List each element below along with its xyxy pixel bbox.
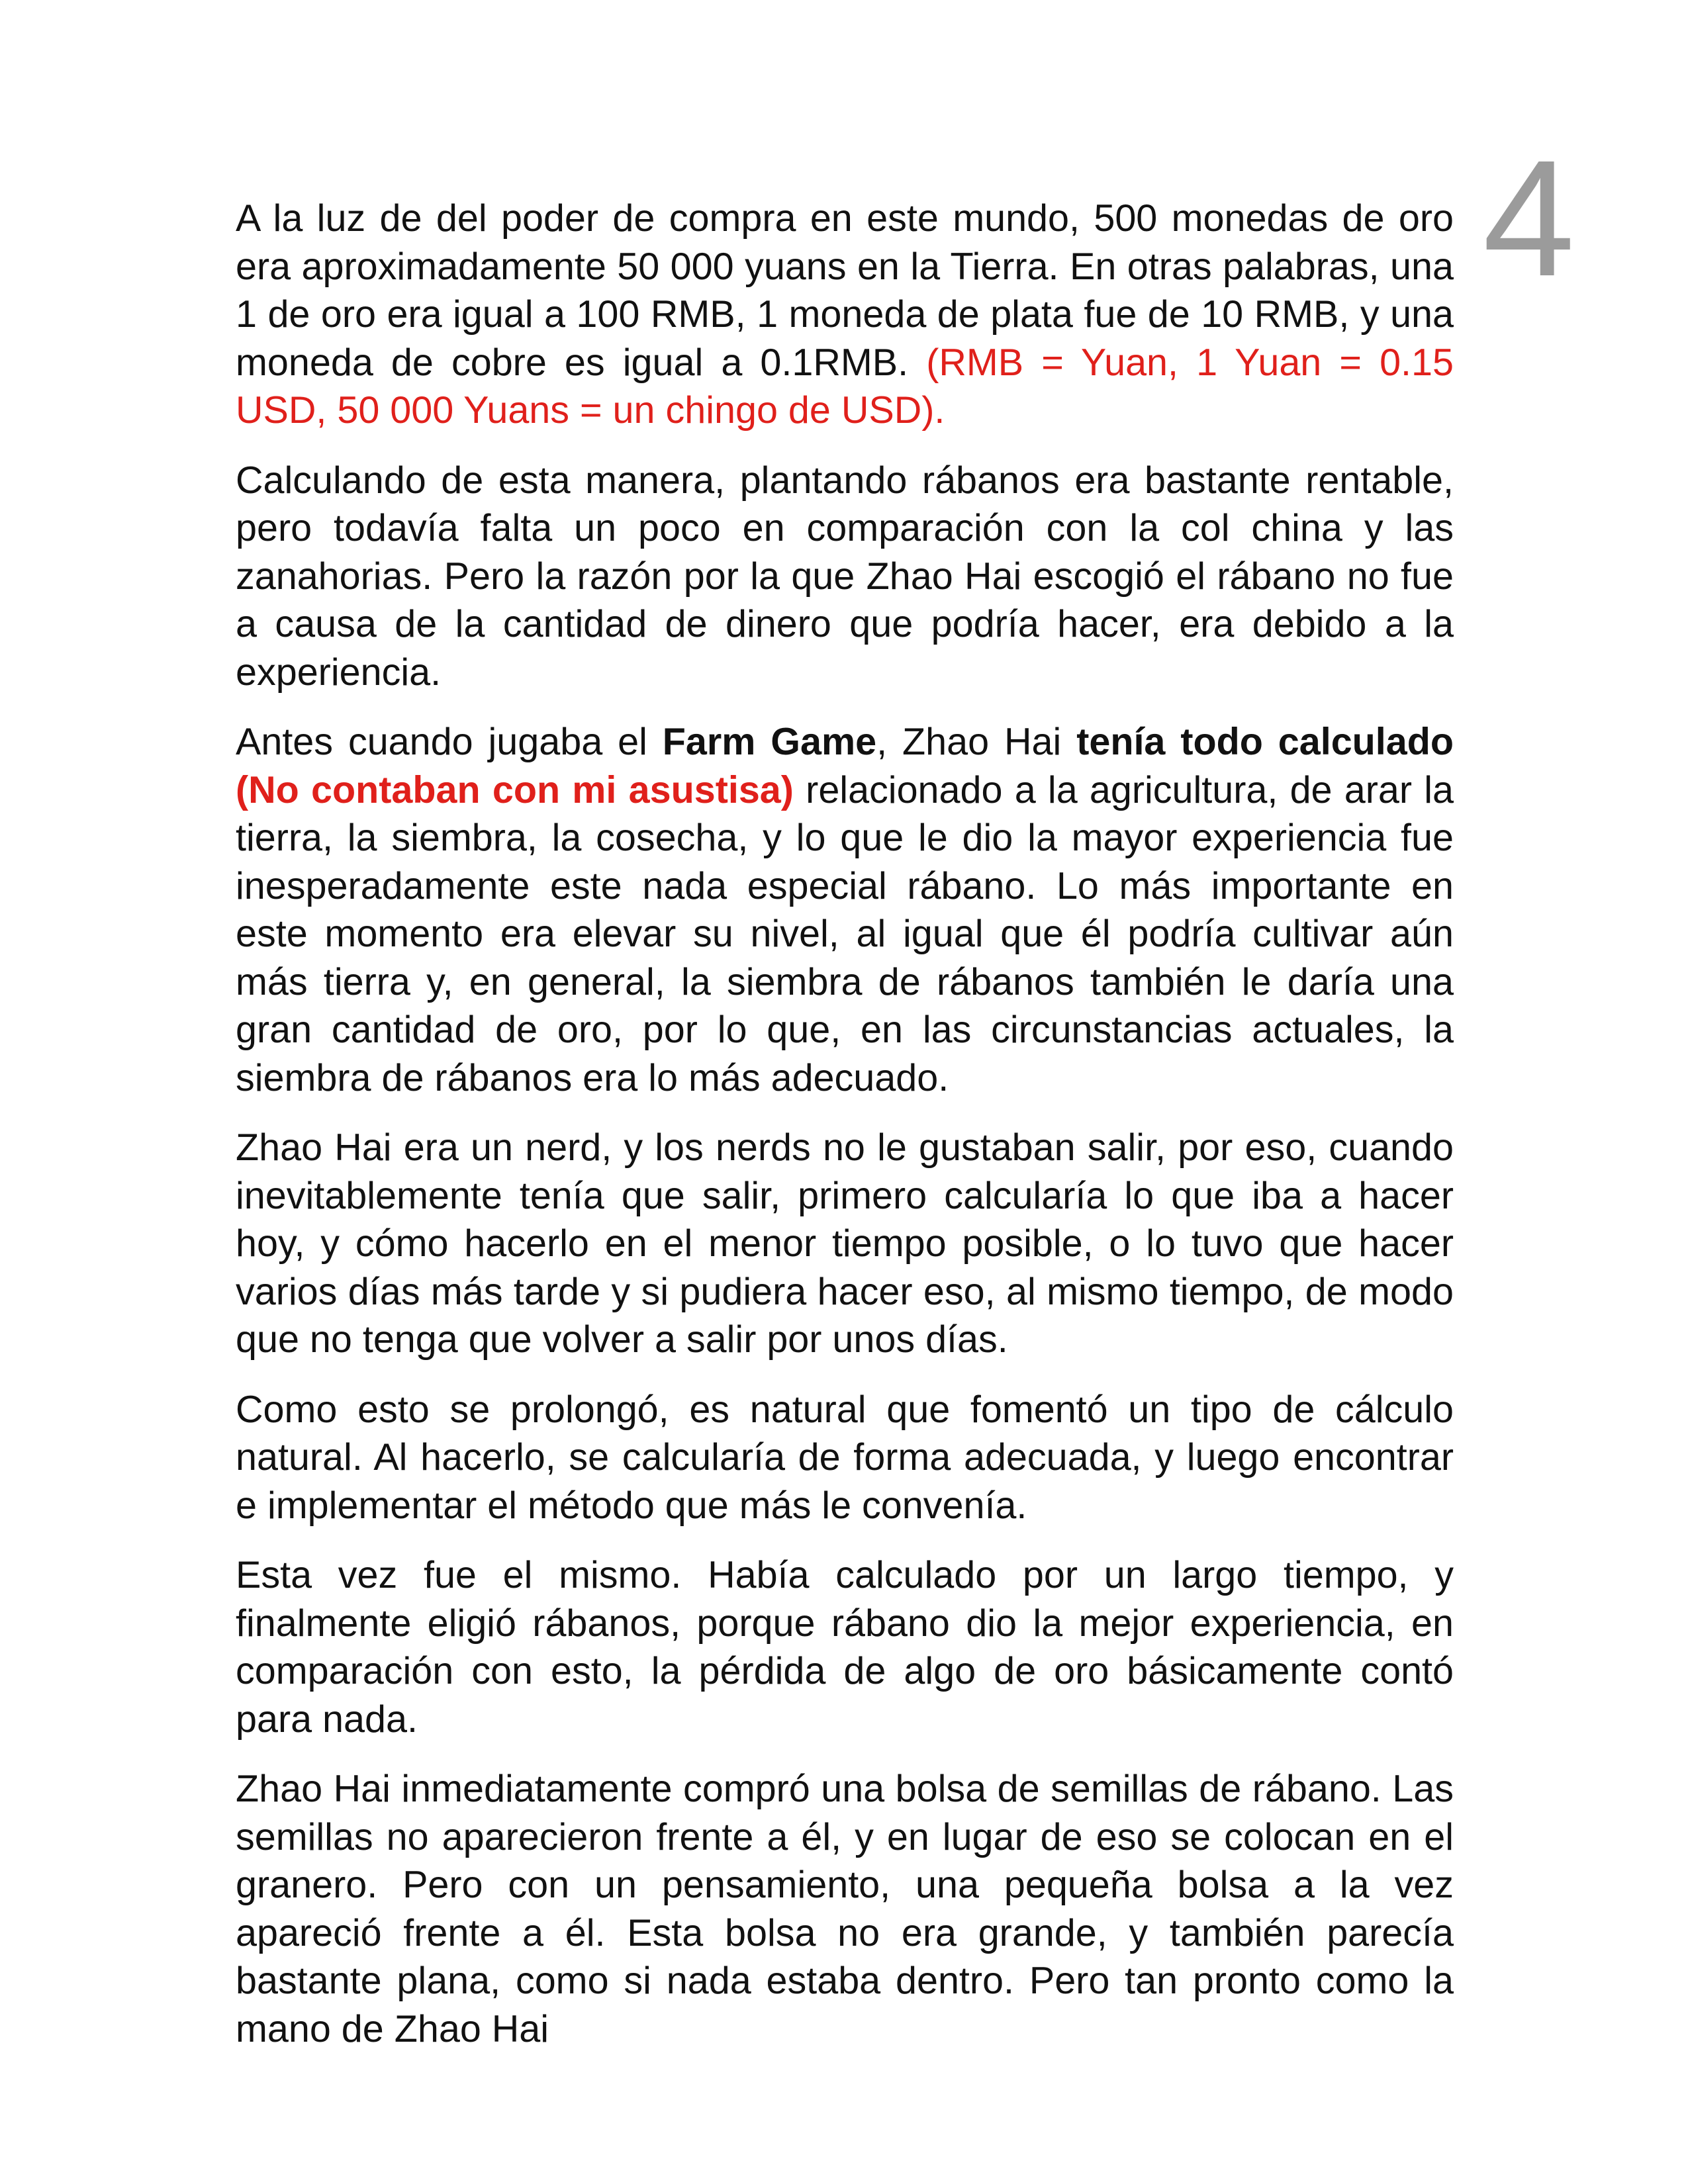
paragraph-1-text: A la luz de del poder de compra en este mundo, 500 monedas de oro era aproximadamente 50 000 yuans en la Tierra. En otras palabras, una 1 de oro era igual a 100 RMB, 1 moneda de plata fue de 10 RMB, y una moneda de cobre es igual a 0.1RMB. [236,197,1454,384]
paragraph-3-text-middle: , Zhao Hai [876,721,1077,763]
farm-game-title: Farm Game [662,721,877,763]
page-number: 4 [1483,126,1575,310]
paragraph-6-text: Esta vez fue el mismo. Había calculado por un largo tiempo, y finalmente eligió rábanos, porque rábano dio la mejor experiencia, en comparación con esto, la pérdida de algo de oro básicamente contó para nada. [236,1554,1454,1741]
paragraph-3-text-start: Antes cuando jugaba el [236,721,663,763]
paragraph-5-text: Como esto se prolongó, es natural que fomentó un tipo de cálculo natural. Al hacerlo, se calcularía de forma adecuada, y luego encontrar e implementar el método que más le convenía. [236,1388,1454,1527]
paragraph-5 [236,1386,1454,1530]
paragraph-4 [236,1124,1454,1364]
paragraph-6 [236,1551,1454,1743]
paragraph-3 [236,718,1454,1102]
paragraph-7-text: Zhao Hai inmediatamente compró una bolsa de semillas de rábano. Las semillas no aparecieron frente a él, y en lugar de eso se colocan en el granero. Pero con un pensamiento, una pequeña bolsa a la vez apareció frente a él. Esta bolsa no era grande, y también parecía bastante plana, como si nada estaba dentro. Pero tan pronto como la mano de Zhao Hai [236,1768,1454,2050]
translator-note-currency: (RMB = Yuan, 1 Yuan = 0.15 USD, 50 000 Yuans = un chingo de USD). [236,341,1454,432]
paragraph-7 [236,1765,1454,2053]
paragraph-4-text: Zhao Hai era un nerd, y los nerds no le gustaban salir, por eso, cuando inevitablemente tenía que salir, primero calcularía lo que iba a hacer hoy, y cómo hacerlo en el menor tiempo posible, o lo tuvo que hacer varios días más tarde y si pudiera hacer eso, al mismo tiempo, de modo que no tenga que volver a salir por unos días. [236,1126,1454,1361]
translator-note-joke: (No contaban con mi asustisa) [236,768,794,811]
paragraph-1 [236,195,1454,435]
body-text [236,195,1454,2075]
emphasis-calculated: tenía todo calculado [1076,721,1454,763]
paragraph-2-text: Calculando de esta manera, plantando rábanos era bastante rentable, pero todavía falta un poco en comparación con la col china y las zanahorias. Pero la razón por la que Zhao Hai escogió el rábano no fue a causa de la cantidad de dinero que podría hacer, era debido a la experiencia. [236,459,1454,694]
paragraph-2 [236,457,1454,697]
paragraph-3-text-end: relacionado a la agricultura, de arar la tierra, la siembra, la cosecha, y lo que le dio la mayor experiencia fue inesperadamente este nada especial rábano. Lo más importante en este momento era elevar su nivel, al igual que él podría cultivar aún más tierra y, en general, la siembra de rábanos también le daría una gran cantidad de oro, por lo que, en las circunstancias actuales, la siembra de rábanos era lo más adecuado. [236,768,1454,1099]
